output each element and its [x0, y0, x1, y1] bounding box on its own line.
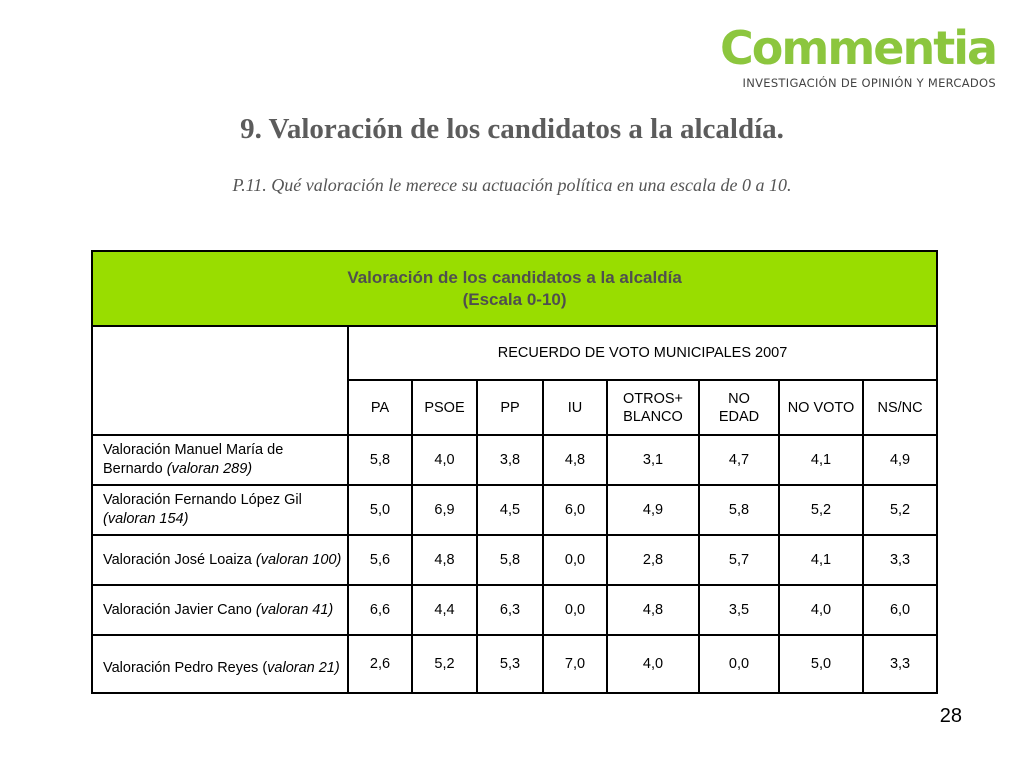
group-header: RECUERDO DE VOTO MUNICIPALES 2007 — [348, 326, 937, 380]
column-header-line2: EDAD — [718, 408, 760, 425]
logo-wordmark: Commentia — [720, 21, 996, 75]
rating-cell: 5,2 — [412, 635, 477, 693]
rating-cell: 5,2 — [863, 485, 937, 535]
rating-cell: 5,3 — [477, 635, 543, 693]
rating-cell: 4,0 — [779, 585, 863, 635]
candidate-name: Valoración Pedro Reyes ( — [103, 659, 268, 676]
table-header-scale: (Escala 0-10) — [462, 289, 567, 309]
table-row — [92, 535, 937, 585]
respondent-count: (valoran 154) — [103, 511, 189, 527]
column-header-line1: IU — [567, 399, 583, 416]
rating-cell: 6,0 — [863, 585, 937, 635]
column-header-line1: PSOE — [424, 399, 465, 416]
rating-cell: 4,4 — [412, 585, 477, 635]
table-row — [92, 485, 937, 535]
rating-cell: 4,8 — [543, 435, 607, 485]
respondent-count: (valoran 41) — [255, 601, 334, 618]
column-header-line1: PA — [370, 399, 390, 416]
rating-cell: 4,7 — [699, 435, 779, 485]
rating-cell: 0,0 — [543, 585, 607, 635]
rating-cell: 2,6 — [348, 635, 412, 693]
rating-cell: 3,1 — [607, 435, 699, 485]
column-header — [348, 380, 412, 435]
rating-cell: 4,9 — [863, 435, 937, 485]
rating-cell: 4,1 — [779, 535, 863, 585]
column-header-line1: NO VOTO — [787, 399, 855, 416]
rating-cell: 0,0 — [543, 535, 607, 585]
column-header — [699, 380, 779, 435]
rating-cell: 4,0 — [607, 635, 699, 693]
rating-cell: 5,0 — [779, 635, 863, 693]
table-body — [92, 435, 937, 693]
rating-cell: 4,5 — [477, 485, 543, 535]
rating-cell: 3,3 — [863, 635, 937, 693]
rating-cell: 6,3 — [477, 585, 543, 635]
rating-cell: 4,8 — [607, 585, 699, 635]
respondent-count: valoran 21) — [267, 659, 340, 676]
candidate-name: Valoración José Loaiza — [103, 551, 256, 568]
rating-cell: 5,8 — [477, 535, 543, 585]
column-header — [863, 380, 937, 435]
ratings-table — [91, 250, 938, 694]
column-header-line1: NO — [728, 390, 750, 407]
rating-cell: 3,8 — [477, 435, 543, 485]
candidate-name: Valoración Manuel María de Bernardo — [103, 442, 284, 477]
table-header — [92, 251, 937, 326]
page-title: 9. Valoración de los candidatos a la alcaldía. — [240, 113, 784, 145]
row-label — [92, 485, 348, 535]
logo — [720, 22, 996, 90]
column-header-line2: BLANCO — [623, 408, 683, 425]
column-header-line1: NS/NC — [877, 399, 923, 416]
rating-cell: 0,0 — [699, 635, 779, 693]
row-label — [92, 585, 348, 635]
column-header — [607, 380, 699, 435]
row-label — [92, 635, 348, 693]
rating-cell: 4,0 — [412, 435, 477, 485]
rating-cell: 4,9 — [607, 485, 699, 535]
rating-cell: 3,3 — [863, 535, 937, 585]
rating-cell: 4,8 — [412, 535, 477, 585]
column-header — [779, 380, 863, 435]
rating-cell: 4,1 — [779, 435, 863, 485]
row-label — [92, 435, 348, 485]
rating-cell: 5,7 — [699, 535, 779, 585]
rating-cell: 5,6 — [348, 535, 412, 585]
respondent-count: (valoran 289) — [166, 461, 253, 477]
rating-cell: 6,0 — [543, 485, 607, 535]
question-subtitle: P.11. Qué valoración le merece su actuación política en una escala de 0 a 10. — [232, 175, 792, 195]
rating-cell: 2,8 — [607, 535, 699, 585]
table-header-title: Valoración de los candidatos a la alcaldía — [347, 267, 682, 287]
logo-tagline: INVESTIGACIÓN DE OPINIÓN Y MERCADOS — [742, 76, 996, 90]
rating-cell: 7,0 — [543, 635, 607, 693]
table-row — [92, 635, 937, 693]
rating-cell: 6,9 — [412, 485, 477, 535]
candidate-name: Valoración Fernando López Gil — [103, 492, 302, 508]
table-row — [92, 435, 937, 485]
page-number: 28 — [939, 705, 962, 727]
rating-cell: 5,2 — [779, 485, 863, 535]
rating-cell: 5,8 — [348, 435, 412, 485]
column-header-line1: PP — [500, 399, 520, 416]
column-header — [412, 380, 477, 435]
rating-cell: 3,5 — [699, 585, 779, 635]
rating-cell: 5,8 — [699, 485, 779, 535]
column-header — [543, 380, 607, 435]
column-header-line1: OTROS+ — [622, 390, 684, 407]
row-label — [92, 535, 348, 585]
table-row — [92, 585, 937, 635]
corner-cell — [92, 326, 348, 435]
respondent-count: (valoran 100) — [255, 551, 342, 568]
candidate-name: Valoración Javier Cano — [103, 601, 256, 618]
rating-cell: 6,6 — [348, 585, 412, 635]
column-header — [477, 380, 543, 435]
rating-cell: 5,0 — [348, 485, 412, 535]
